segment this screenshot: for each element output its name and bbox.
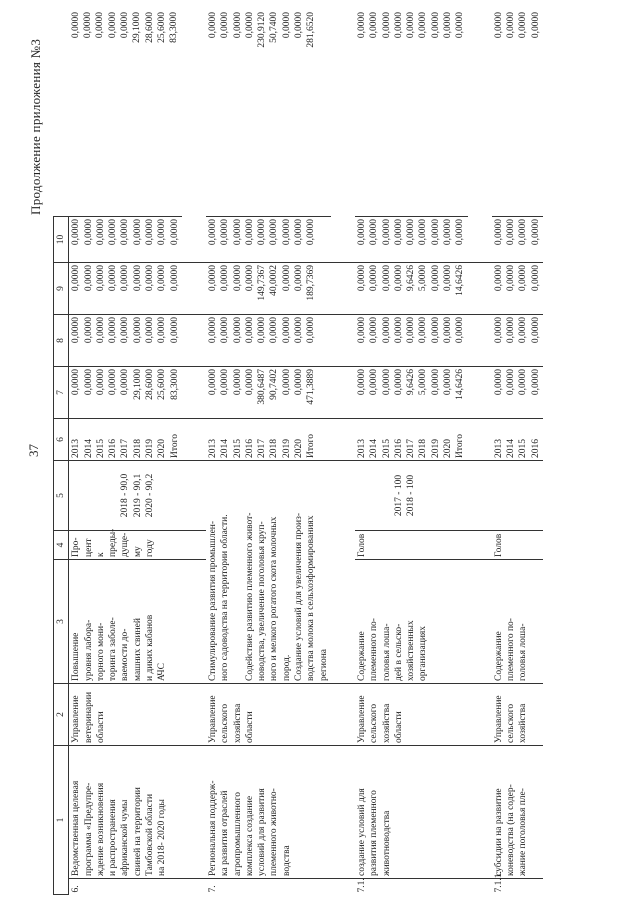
indicator: Содержание племенного по- головья лоша- — [492, 560, 543, 684]
col-10: 0,0000 0,0000 0,0000 0,0000 — [492, 10, 543, 217]
col-9: 0,0000 0,0000 0,0000 0,0000 0,0000 0,0000 0,0000 0,0000 0,0000 — [355, 217, 468, 263]
indicator: Стимулирование развития промышлен- ного садоводства на территории области. Содействие развитию племенного живот- новодства, увеличение поголовья круп- ного и мелкого рогатого скота молочных пород. Создание условий для увеличения произ- водства молока в сельхозформированиях региона — [206, 461, 331, 684]
years: 2013 2014 2015 2016 — [492, 419, 543, 461]
row-number: 7.1. — [356, 878, 367, 893]
col-total: 0,0000 0,0000 0,0000 0,0000 380,6487 90,7402 0,0000 0,0000 471,3889 — [206, 367, 331, 419]
executor: Управление сельского хозяйства области — [206, 684, 331, 746]
row-number: 7.1.1. — [493, 871, 504, 893]
col-header-4: 4 — [54, 531, 69, 560]
program-name: субсидии на развитие коневодства (на содер- жание поголовья пле- — [492, 746, 543, 879]
col-total: 0,0000 0,0000 0,0000 0,0000 9,6426 5,0000 0,0000 0,0000 14,6426 — [355, 367, 468, 419]
table-row — [492, 10, 543, 895]
target-values: 2018 - 90,0 2019 - 90,1 2020 - 90,2 — [69, 461, 182, 531]
table-row — [69, 10, 182, 895]
program-name: Региональная поддерж- ка развития отраслей агропромышленного комплекса создание условий для развития племенного животно- водства — [206, 746, 331, 879]
unit: Про- цент к преды- дуще- му году — [69, 531, 182, 560]
table-row — [355, 10, 468, 895]
row-number: 7. — [207, 885, 218, 893]
col-9: 0,0000 0,0000 0,0000 0,0000 0,0000 0,0000 0,0000 0,0000 0,0000 — [206, 217, 331, 263]
col-header-3: 3 — [54, 560, 69, 684]
continuation-title: Продолжение приложения №3 — [28, 38, 43, 215]
col-7: 0,0000 0,0000 0,0000 0,0000 0,0000 0,0000 0,0000 0,0000 0,0000 — [69, 315, 182, 367]
col-7: 0,0000 0,0000 0,0000 0,0000 0,0000 0,0000 0,0000 0,0000 0,0000 — [206, 315, 331, 367]
col-header-1: 1 — [54, 746, 69, 895]
table-row — [206, 10, 331, 895]
program-name: Ведомственная целевая программа «Предупре- ждение возникновения и распространения африканской чумы свиней на территории Тамбовской области на 2018- 2020 годы — [69, 746, 182, 879]
col-9: 0,0000 0,0000 0,0000 0,0000 — [492, 217, 543, 263]
col-10: 0,0000 0,0000 0,0000 0,0000 0,0000 29,1000 28,6000 25,6000 83,3000 — [69, 10, 182, 217]
years: 2013 2014 2015 2016 2017 2018 2019 2020 Итого — [206, 419, 331, 461]
col-total: 0,0000 0,0000 0,0000 0,0000 — [492, 367, 543, 419]
program-name: создание условий для развития племенного животноводства — [355, 746, 468, 879]
target-values — [492, 461, 543, 531]
col-9: 0,0000 0,0000 0,0000 0,0000 0,0000 0,0000 0,0000 0,0000 0,0000 — [69, 217, 182, 263]
col-8: 0,0000 0,0000 0,0000 0,0000 — [492, 263, 543, 315]
col-header-7: 7 — [54, 367, 69, 419]
col-header-2: 2 — [54, 684, 69, 746]
unit: Голов — [355, 531, 468, 560]
years: 2013 2014 2015 2016 2017 2018 2019 2020 Итого — [69, 419, 182, 461]
executor: Управление сельского хозяйства области — [355, 684, 468, 746]
col-10: 0,0000 0,0000 0,0000 0,0000 230,9120 50,7400 0,0000 0,0000 281,6520 — [206, 10, 331, 217]
col-header-6: 6 — [54, 419, 69, 461]
page-number: 37 — [26, 444, 41, 457]
col-header-5: 5 — [54, 461, 69, 531]
program-table — [53, 10, 543, 895]
col-8: 0,0000 0,0000 0,0000 0,0000 0,0000 0,0000 0,0000 0,0000 0,0000 — [69, 263, 182, 315]
col-8: 0,0000 0,0000 0,0000 0,0000 9,6426 5,0000 0,0000 0,0000 14,6426 — [355, 263, 468, 315]
col-7: 0,0000 0,0000 0,0000 0,0000 0,0000 0,0000 0,0000 0,0000 0,0000 — [355, 315, 468, 367]
target-values: 2017 - 100 2018 - 100 — [355, 461, 468, 531]
col-7: 0,0000 0,0000 0,0000 0,0000 — [492, 315, 543, 367]
row-number: 6. — [71, 885, 82, 893]
years: 2013 2014 2015 2016 2017 2018 2019 2020 Итого — [355, 419, 468, 461]
col-total: 0,0000 0,0000 0,0000 0,0000 0,0000 29,1000 28,6000 25,6000 83,3000 — [69, 367, 182, 419]
unit: Голов — [492, 531, 543, 560]
executor: Управление сельского хозяйства — [492, 684, 543, 746]
col-header-10: 10 — [54, 217, 69, 263]
indicator: Содержание племенного по- головья лоша- дей в сельско- хозяйственных организациях — [355, 560, 468, 684]
col-8: 0,0000 0,0000 0,0000 0,0000 149,7367 40,0002 0,0000 0,0000 189,7369 — [206, 263, 331, 315]
col-header-8: 8 — [54, 315, 69, 367]
executor: Управление ветеринарии области — [69, 684, 182, 746]
col-header-9: 9 — [54, 263, 69, 315]
indicator: Повышение уровня лабора- торного мони- торинга заболе- ваемости до- машних свиней и диких кабанов АЧС — [69, 560, 182, 684]
col-10: 0,0000 0,0000 0,0000 0,0000 0,0000 0,0000 0,0000 0,0000 0,0000 — [355, 10, 468, 217]
header-row — [54, 10, 69, 895]
